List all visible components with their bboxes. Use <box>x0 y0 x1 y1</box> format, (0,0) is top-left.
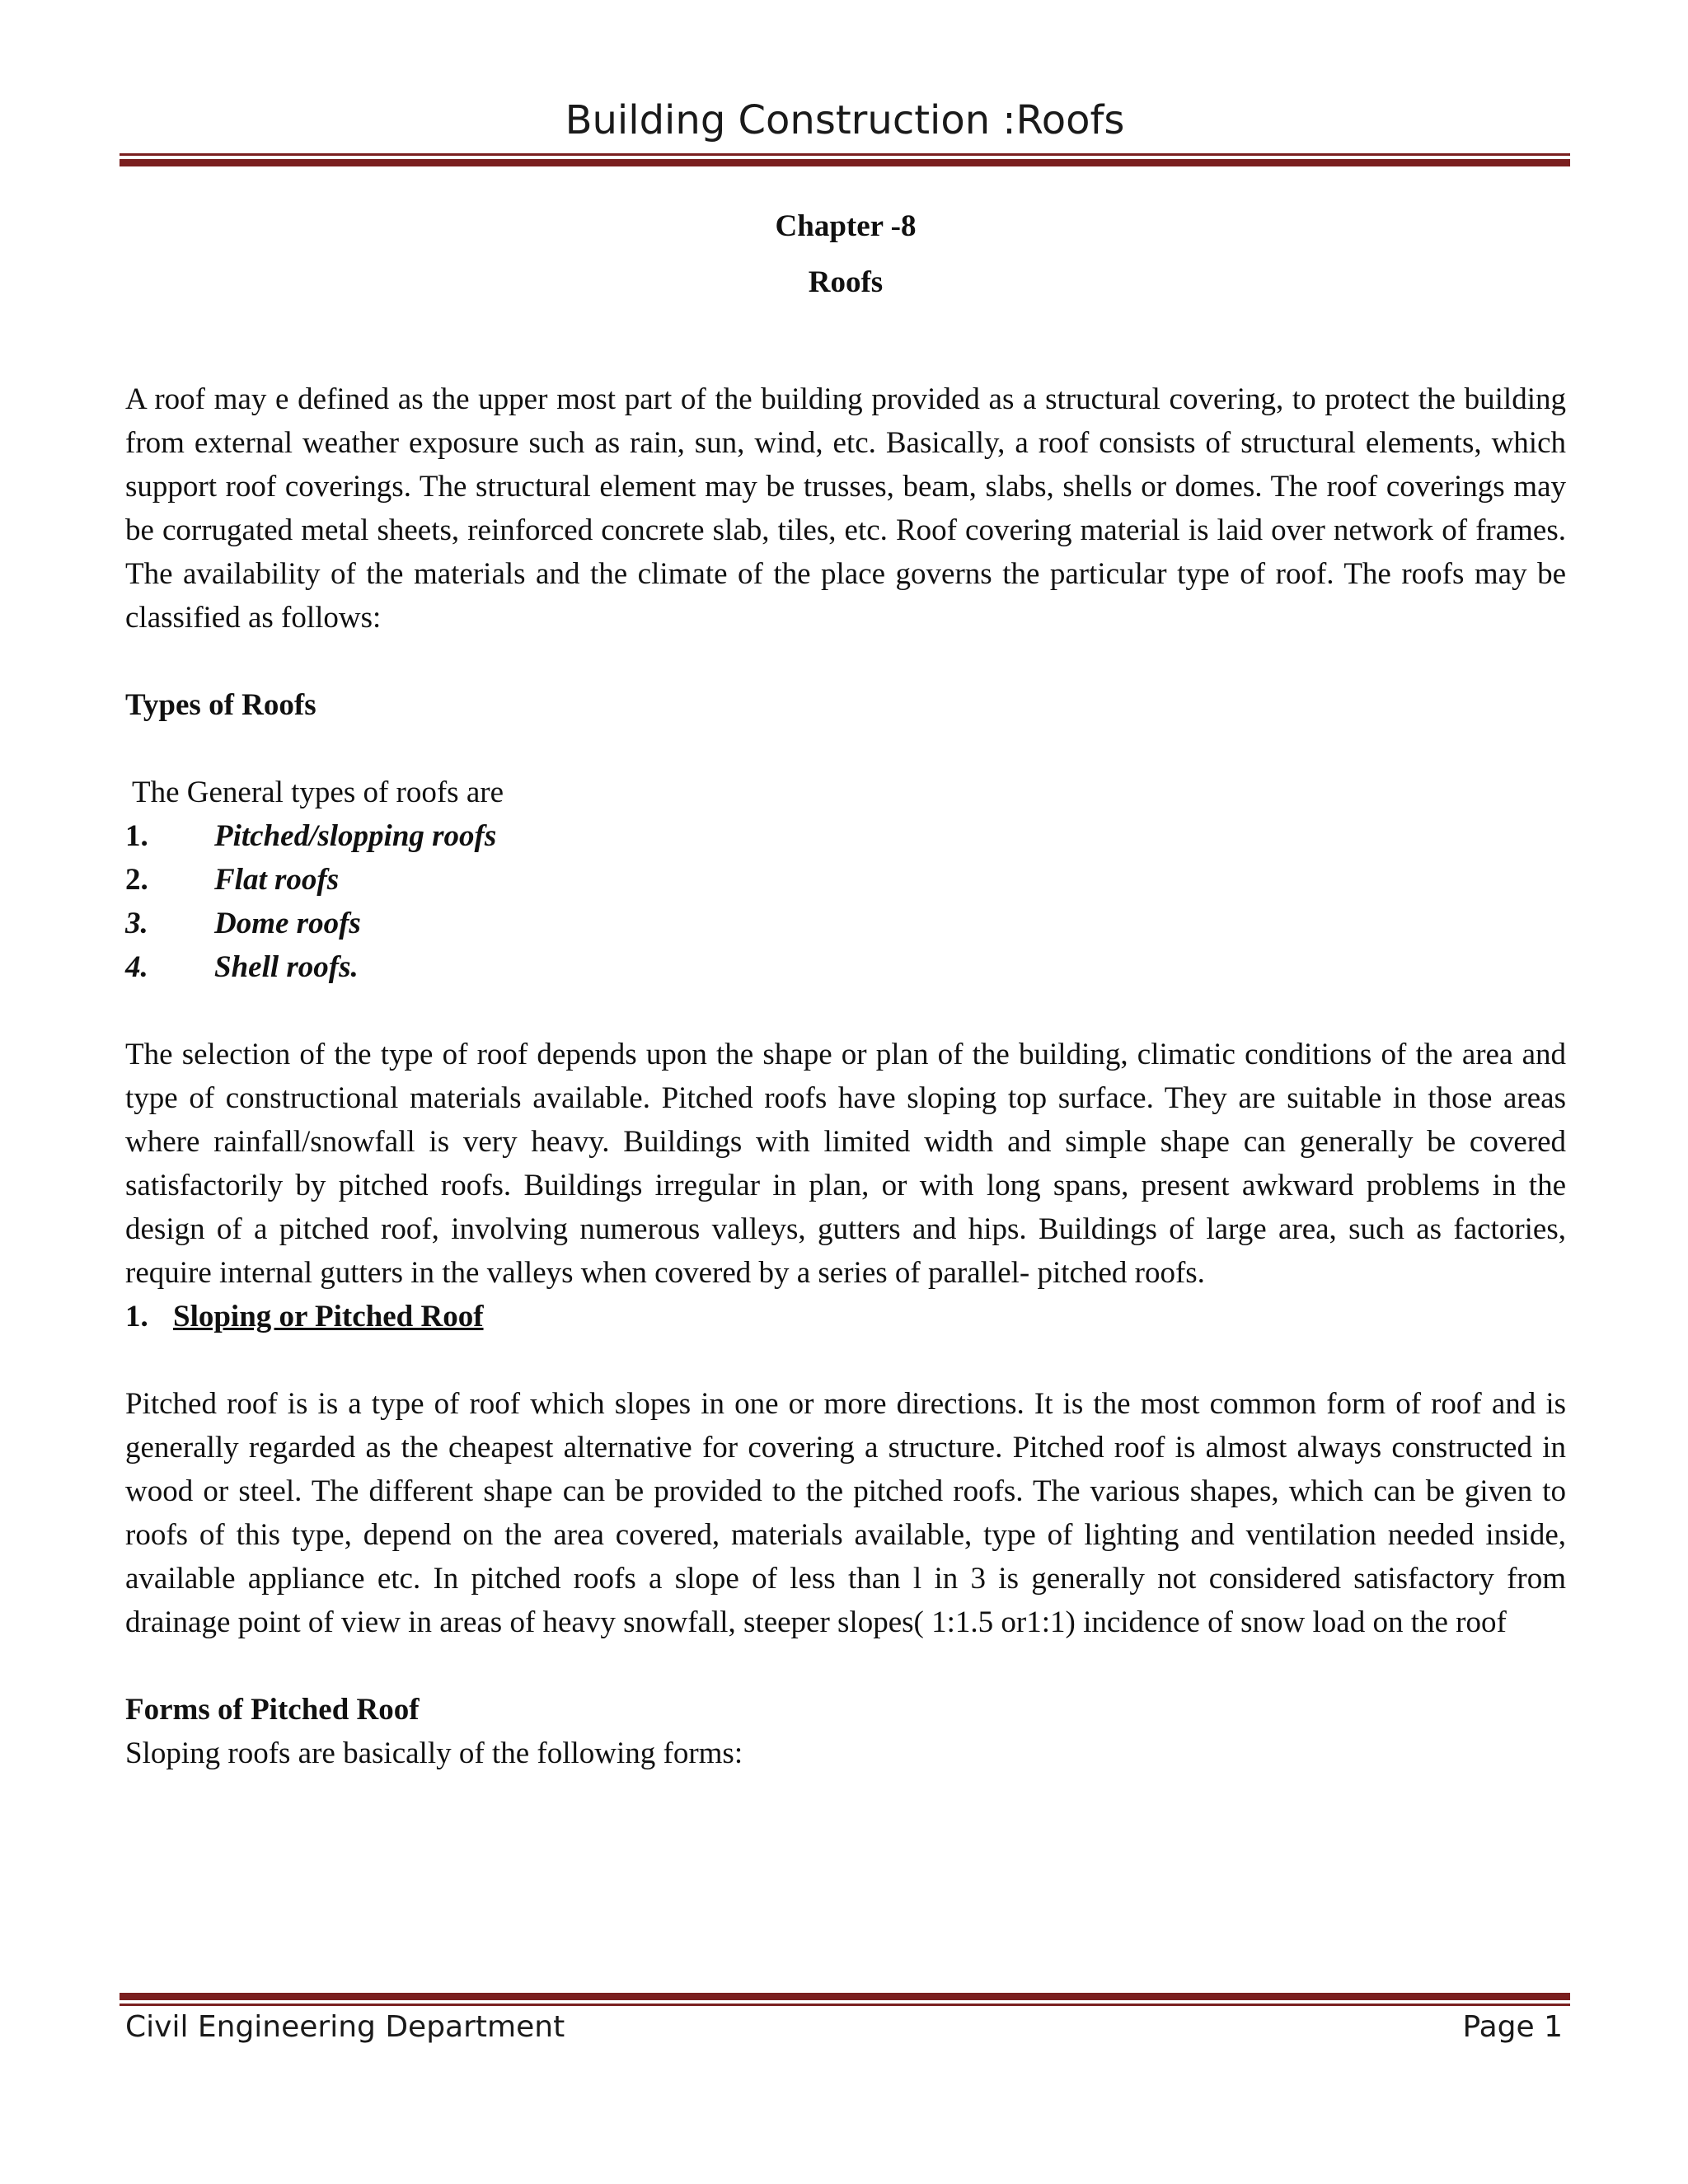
chapter-title: Roofs <box>808 265 884 299</box>
section-number: 1. <box>125 1300 148 1333</box>
list-item-number: 3. <box>125 907 148 940</box>
body-content <box>125 0 1566 1775</box>
pitched-roof-paragraph: Pitched roof is is a type of roof which slopes in one or more directions. It is the most common form of roof and is generally regarded as the cheapest alternative for covering a structure. Pitched roof is almost always constructed in wood or steel. The different shape can be provided to the pitched roofs. The various shapes, which can be given to roofs of this type, depend on the area covered, materials available, type of lighting and ventilation needed inside, available appliance etc. In pitched roofs a slope of less than l in 3 is generally not considered satisfactory from drainage point of view in areas of heavy snowfall, steeper slopes( 1:1.5 or1:1) incidence of snow load on the roof <box>125 1387 1566 1639</box>
chapter-label: Chapter -8 <box>775 209 917 243</box>
page-number: Page 1 <box>1462 2010 1563 2044</box>
list-item <box>125 902 1566 945</box>
list-item-text: Shell roofs. <box>214 950 359 984</box>
footer-department: Civil Engineering Department <box>125 2010 565 2044</box>
list-item <box>125 814 1566 858</box>
roof-types-list <box>125 814 1566 989</box>
intro-paragraph: A roof may e defined as the upper most part of the building provided as a structural covering, to protect the building from external weather exposure such as rain, sun, wind, etc. Basically, a roof consists of structural elements, which support roof coverings. The structural element may be trusses, beam, slabs, shells or domes. The roof coverings may be corrugated metal sheets, reinforced concrete slab, tiles, etc. Roof covering material is laid over network of frames. The availability of the materials and the climate of the place governs the particular type of roof. The roofs may be classified as follows: <box>125 382 1566 635</box>
section-title: Sloping or Pitched Roof <box>173 1300 484 1333</box>
forms-intro: Sloping roofs are basically of the following forms: <box>125 1736 743 1770</box>
list-item-number: 2. <box>125 863 148 897</box>
forms-heading: Forms of Pitched Roof <box>125 1693 420 1727</box>
list-item-text: Pitched/slopping roofs <box>214 819 497 853</box>
types-heading: Types of Roofs <box>125 688 316 722</box>
list-item-text: Flat roofs <box>214 863 340 897</box>
types-intro: The General types of roofs are <box>132 776 504 809</box>
list-item <box>125 858 1566 902</box>
list-item-number: 4. <box>125 950 148 984</box>
section-heading <box>125 1295 1566 1338</box>
selection-paragraph: The selection of the type of roof depends upon the shape or plan of the building, climatic conditions of the area and type of constructional materials available. Pitched roofs have sloping top surface. They are suitable in those areas where rainfall/snowfall is very heavy. Buildings with limited width and simple shape can generally be covered satisfactorily by pitched roofs. Buildings irregular in plan, or with long spans, present awkward problems in the design of a pitched roof, involving numerous valleys, gutters and hips. Buildings of large area, such as factories, require internal gutters in the valleys when covered by a series of parallel- pitched roofs. <box>125 1038 1566 1290</box>
list-item-text: Dome roofs <box>214 907 361 940</box>
footer-rule <box>120 1993 1570 2006</box>
list-item <box>125 945 1566 989</box>
list-item-number: 1. <box>125 819 148 853</box>
running-header-title: Building Construction :Roofs <box>565 97 1125 143</box>
